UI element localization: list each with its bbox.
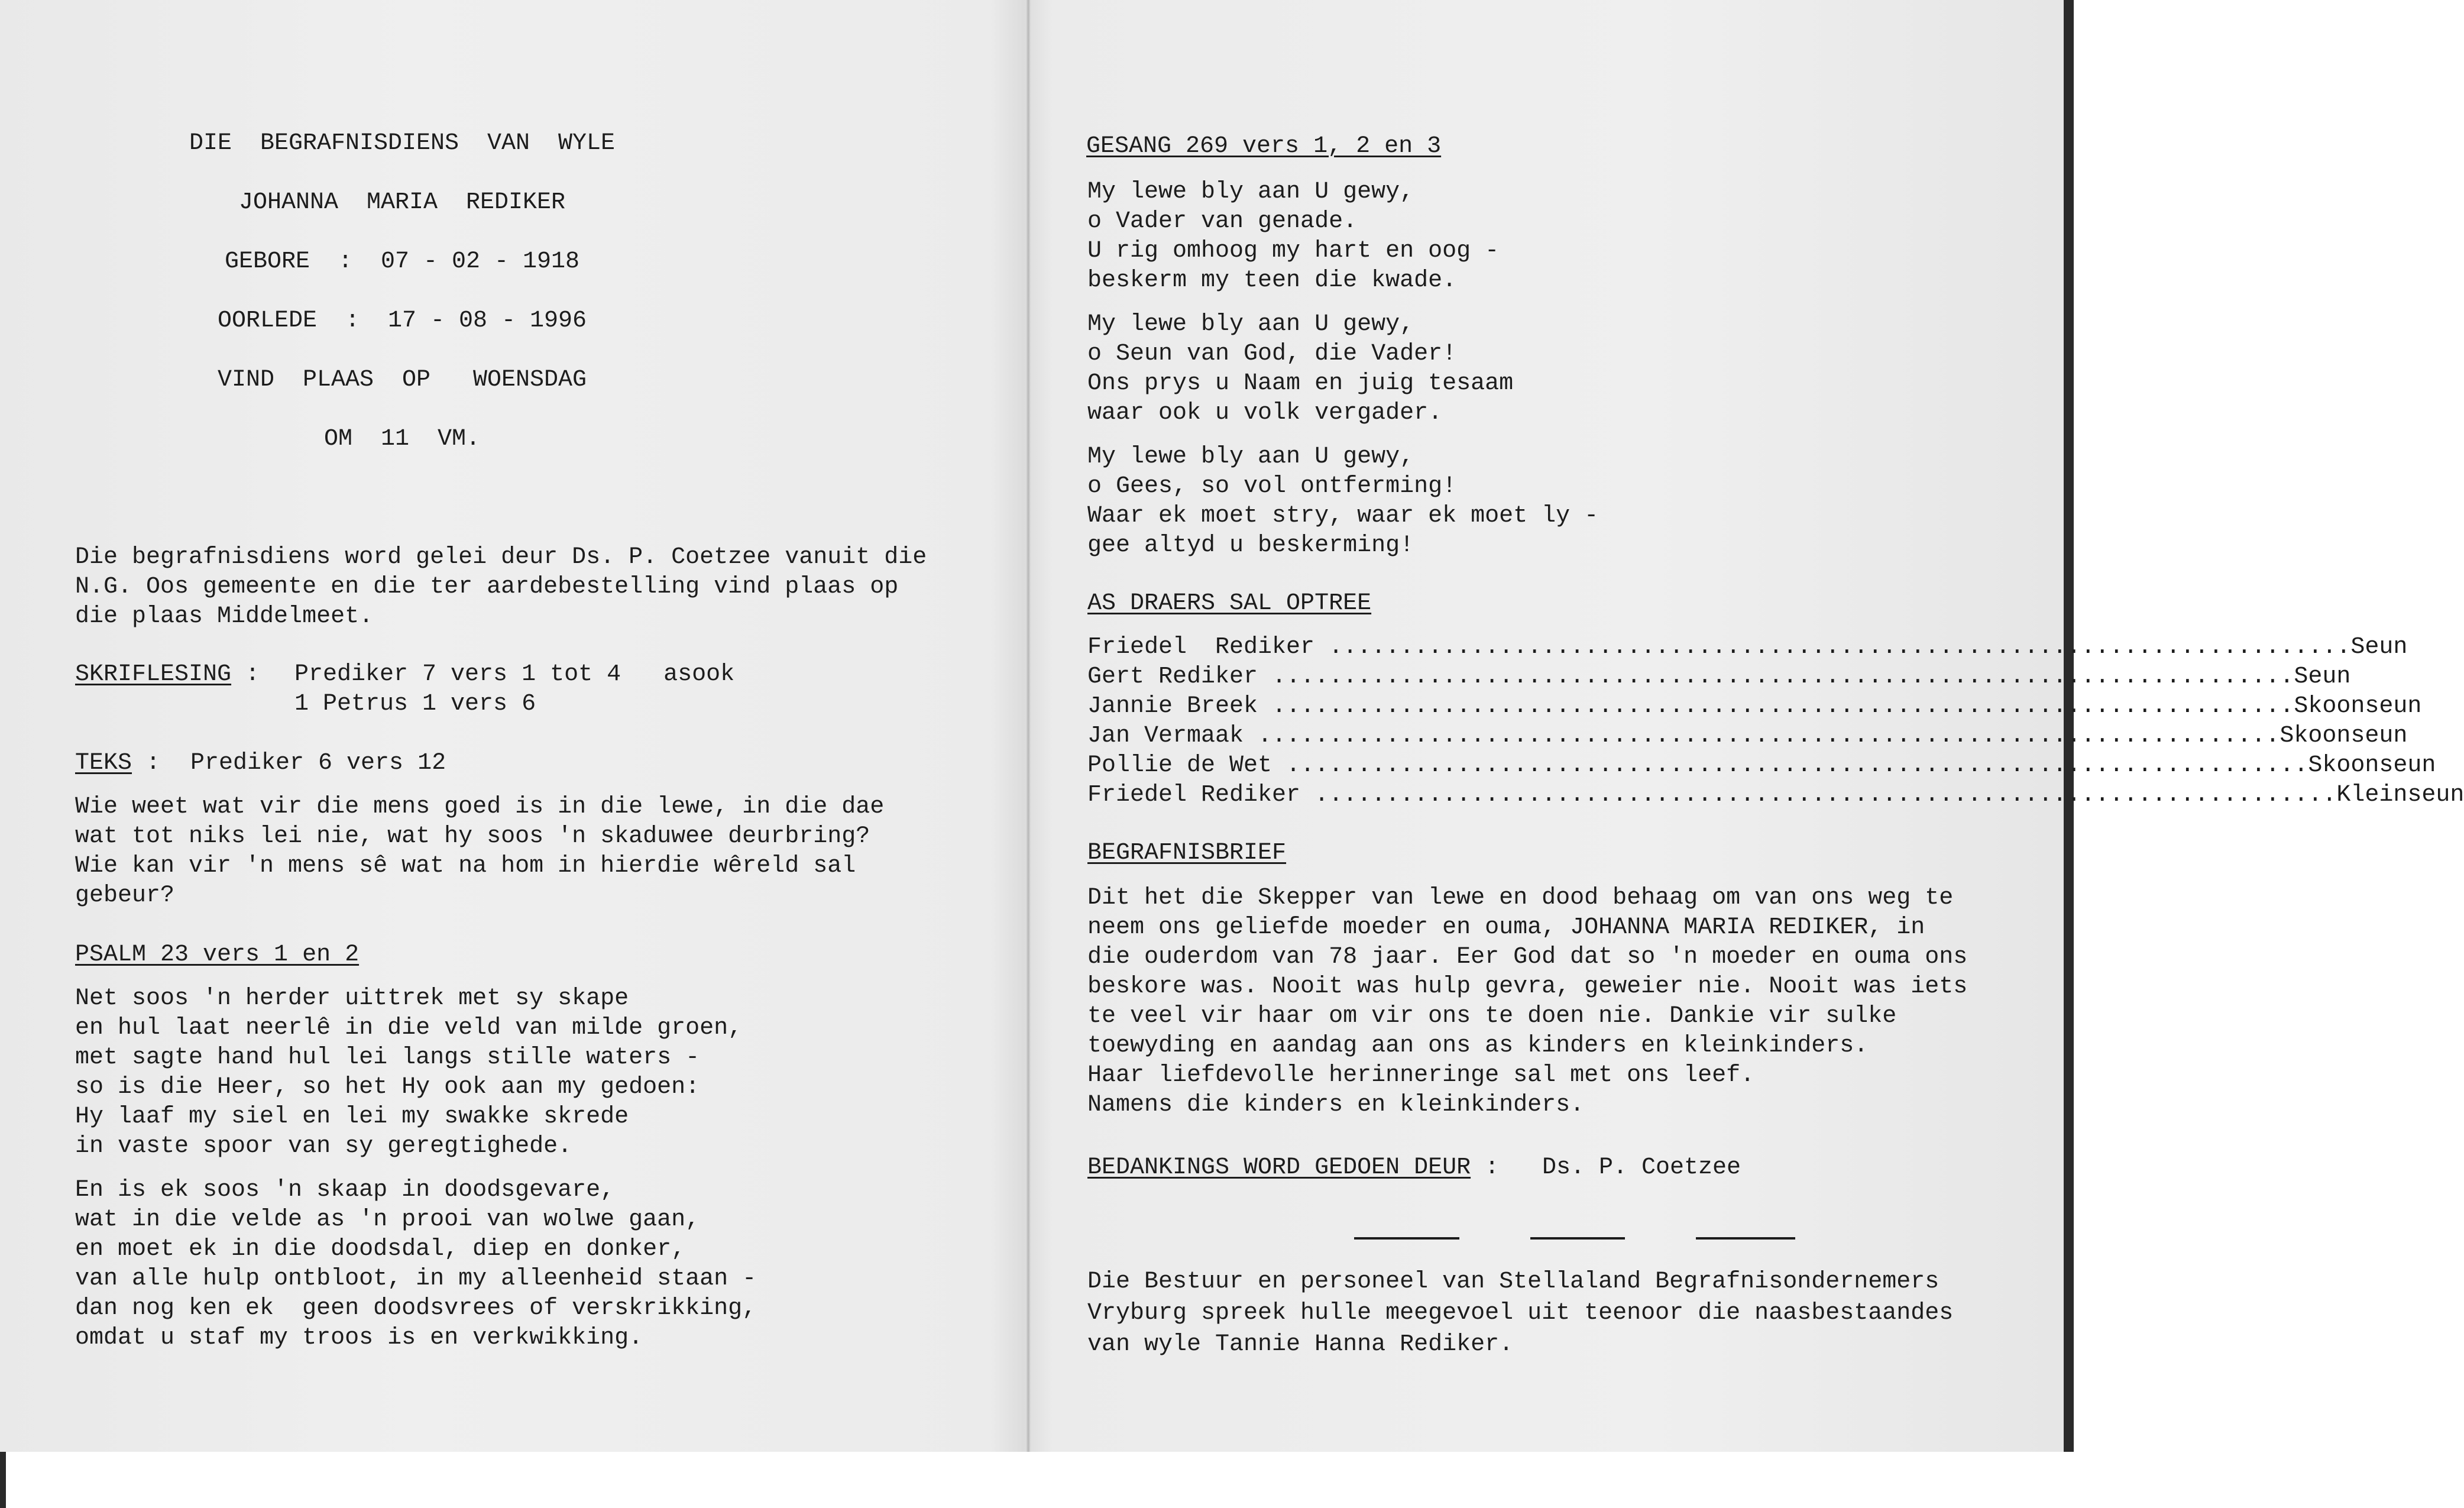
- closing-line: Vryburg spreek hulle meegevoel uit teenoor die naasbestaandes: [1087, 1300, 1954, 1326]
- gesang-line: o Vader van genade.: [1087, 208, 1358, 235]
- intro-line: Die begrafnisdiens word gelei deur Ds. P. Coetzee vanuit die: [75, 544, 927, 571]
- gesang-line: o Gees, so vol ontferming!: [1087, 473, 1457, 500]
- bearer-name: Jan Vermaak: [1087, 723, 1258, 749]
- intro-line: N.G. Oos gemeente en die ter aardebestelling vind plaas op: [75, 574, 899, 600]
- bedankings-separator: :: [1471, 1154, 1500, 1181]
- dot-leader: ........................................................................: [1272, 664, 2294, 690]
- divider-line: [1696, 1237, 1795, 1240]
- intro-line: die plaas Middelmeet.: [75, 603, 374, 630]
- teks-quote-line: gebeur?: [75, 882, 175, 909]
- dot-leader: ........................................................................: [1272, 693, 2294, 720]
- teks-heading: [75, 749, 160, 778]
- teks-quote-line: Wie weet wat vir die mens goed is in die lewe, in die dae: [75, 794, 885, 820]
- bearer-role: Skoonseun: [2280, 723, 2408, 749]
- psalm-title: PSALM 23 vers 1 en 2: [75, 941, 360, 968]
- psalm-line: en hul laat neerlê in die veld van milde groen,: [75, 1015, 743, 1041]
- teks-label: TEKS: [75, 750, 132, 776]
- gesang-line: Waar ek moet stry, waar ek moet ly -: [1087, 503, 1599, 529]
- psalm-line: En is ek soos 'n skaap in doodsgevare,: [75, 1177, 615, 1203]
- brief-title: BEGRAFNISBRIEF: [1087, 840, 1287, 866]
- gesang-title: GESANG 269 vers 1, 2 en 3: [1086, 133, 1442, 160]
- bearer-role: Seun: [2350, 634, 2408, 661]
- birth-date: GEBORE : 07 - 02 - 1918: [224, 248, 580, 275]
- death-date: OORLEDE : 17 - 08 - 1996: [217, 308, 587, 334]
- bedankings-value: Ds. P. Coetzee: [1542, 1154, 1741, 1181]
- gesang-line: My lewe bly aan U gewy,: [1087, 444, 1414, 470]
- service-day: VIND PLAAS OP WOENSDAG: [217, 367, 587, 393]
- skriflesing-heading: [75, 660, 260, 690]
- bearer-role: Kleinseun: [2336, 782, 2464, 808]
- bearer-name: Pollie de Wet: [1087, 752, 1287, 779]
- bearer-role: Seun: [2294, 664, 2351, 690]
- gesang-line: beskerm my teen die kwade.: [1087, 267, 1457, 294]
- bearer-name: Friedel Rediker: [1087, 782, 1315, 808]
- psalm-line: Hy laaf my siel en lei my swakke skrede: [75, 1104, 629, 1130]
- bedankings-label: BEDANKINGS WORD GEDOEN DEUR: [1087, 1154, 1471, 1181]
- teks-reference: Prediker 6 vers 12: [190, 750, 446, 776]
- page-fold: [1026, 0, 1031, 1452]
- psalm-line: so is die Heer, so het Hy ook aan my gedoen:: [75, 1074, 700, 1101]
- brief-line: te veel vir haar om vir ons te doen nie. Dankie vir sulke: [1087, 1003, 1897, 1030]
- brief-line: Haar liefdevolle herinneringe sal met ons leef.: [1087, 1062, 1755, 1089]
- psalm-line: omdat u staf my troos is en verkwikking.: [75, 1325, 643, 1351]
- brief-line: beskore was. Nooit was hulp gevra, geweier nie. Nooit was iets: [1087, 973, 1968, 1000]
- gesang-line: My lewe bly aan U gewy,: [1087, 179, 1414, 205]
- bearer-name: Friedel Rediker: [1087, 634, 1329, 661]
- closing-line: Die Bestuur en personeel van Stellaland Begrafnisondernemers: [1087, 1268, 1940, 1295]
- brief-line: Namens die kinders en kleinkinders.: [1087, 1092, 1585, 1118]
- service-time: OM 11 VM.: [323, 426, 481, 452]
- divider-line: [1530, 1237, 1625, 1240]
- skriflesing-separator: :: [231, 661, 260, 688]
- psalm-line: met sagte hand hul lei langs stille waters -: [75, 1044, 700, 1071]
- gesang-line: Ons prys u Naam en juig tesaam: [1087, 370, 1514, 397]
- brief-line: die ouderdom van 78 jaar. Eer God dat so 'n moeder en ouma ons: [1087, 944, 1968, 970]
- skriflesing-reading-1: Prediker 7 vers 1 tot 4 asook: [294, 661, 735, 688]
- bearer-row: [1087, 662, 2351, 692]
- brief-line: neem ons geliefde moeder en ouma, JOHANNA MARIA REDIKER, in: [1087, 914, 1925, 941]
- dot-leader: ........................................................................: [1258, 723, 2280, 749]
- gesang-line: My lewe bly aan U gewy,: [1087, 311, 1414, 338]
- bearer-row: [1087, 633, 2408, 662]
- bearer-row: [1087, 692, 2422, 721]
- gesang-line: U rig omhoog my hart en oog -: [1087, 238, 1500, 264]
- bearer-name: Gert Rediker: [1087, 664, 1273, 690]
- bearer-row: [1087, 721, 2408, 751]
- teks-quote-line: Wie kan vir 'n mens sê wat na hom in hierdie wêreld sal: [75, 853, 856, 879]
- bearer-role: Skoonseun: [2294, 693, 2422, 720]
- service-title: DIE BEGRAFNISDIENS VAN WYLE: [189, 130, 616, 157]
- bearer-row: [1087, 781, 2464, 810]
- skriflesing-label: SKRIFLESING: [75, 661, 232, 688]
- gesang-line: waar ook u volk vergader.: [1087, 400, 1443, 426]
- bearer-row: [1087, 751, 2436, 781]
- psalm-line: Net soos 'n herder uittrek met sy skape: [75, 985, 629, 1012]
- psalm-line: van alle hulp ontbloot, in my alleenheid staan -: [75, 1266, 757, 1292]
- teks-quote-line: wat tot niks lei nie, wat hy soos 'n skaduwee deurbring?: [75, 823, 870, 850]
- bearer-role: Skoonseun: [2308, 752, 2436, 779]
- gesang-line: gee altyd u beskerming!: [1087, 532, 1414, 559]
- psalm-line: wat in die velde as 'n prooi van wolwe gaan,: [75, 1206, 700, 1233]
- deceased-name: JOHANNA MARIA REDIKER: [238, 189, 566, 216]
- brief-line: Dit het die Skepper van lewe en dood behaag om van ons weg te: [1087, 885, 1954, 911]
- brief-line: toewyding en aandag aan ons as kinders en kleinkinders.: [1087, 1033, 1869, 1059]
- psalm-line: in vaste spoor van sy geregtighede.: [75, 1133, 572, 1160]
- divider-line: [1354, 1237, 1459, 1240]
- dot-leader: ........................................................................: [1329, 634, 2351, 661]
- teks-separator: :: [132, 750, 161, 776]
- psalm-line: dan nog ken ek geen doodsvrees of verskrikking,: [75, 1295, 757, 1322]
- psalm-line: en moet ek in die doodsdal, diep en donker,: [75, 1236, 686, 1263]
- bedankings-heading: [1087, 1153, 1499, 1183]
- closing-line: van wyle Tannie Hanna Rediker.: [1087, 1331, 1514, 1358]
- bearer-name: Jannie Breek: [1087, 693, 1273, 720]
- draers-title: AS DRAERS SAL OPTREE: [1087, 590, 1372, 617]
- dot-leader: ........................................................................: [1314, 782, 2337, 808]
- dot-leader: ........................................................................: [1286, 752, 2308, 779]
- scan-edge-bottom-left: [0, 1452, 6, 1508]
- skriflesing-reading-2: 1 Petrus 1 vers 6: [294, 691, 536, 717]
- gesang-line: o Seun van God, die Vader!: [1087, 341, 1457, 367]
